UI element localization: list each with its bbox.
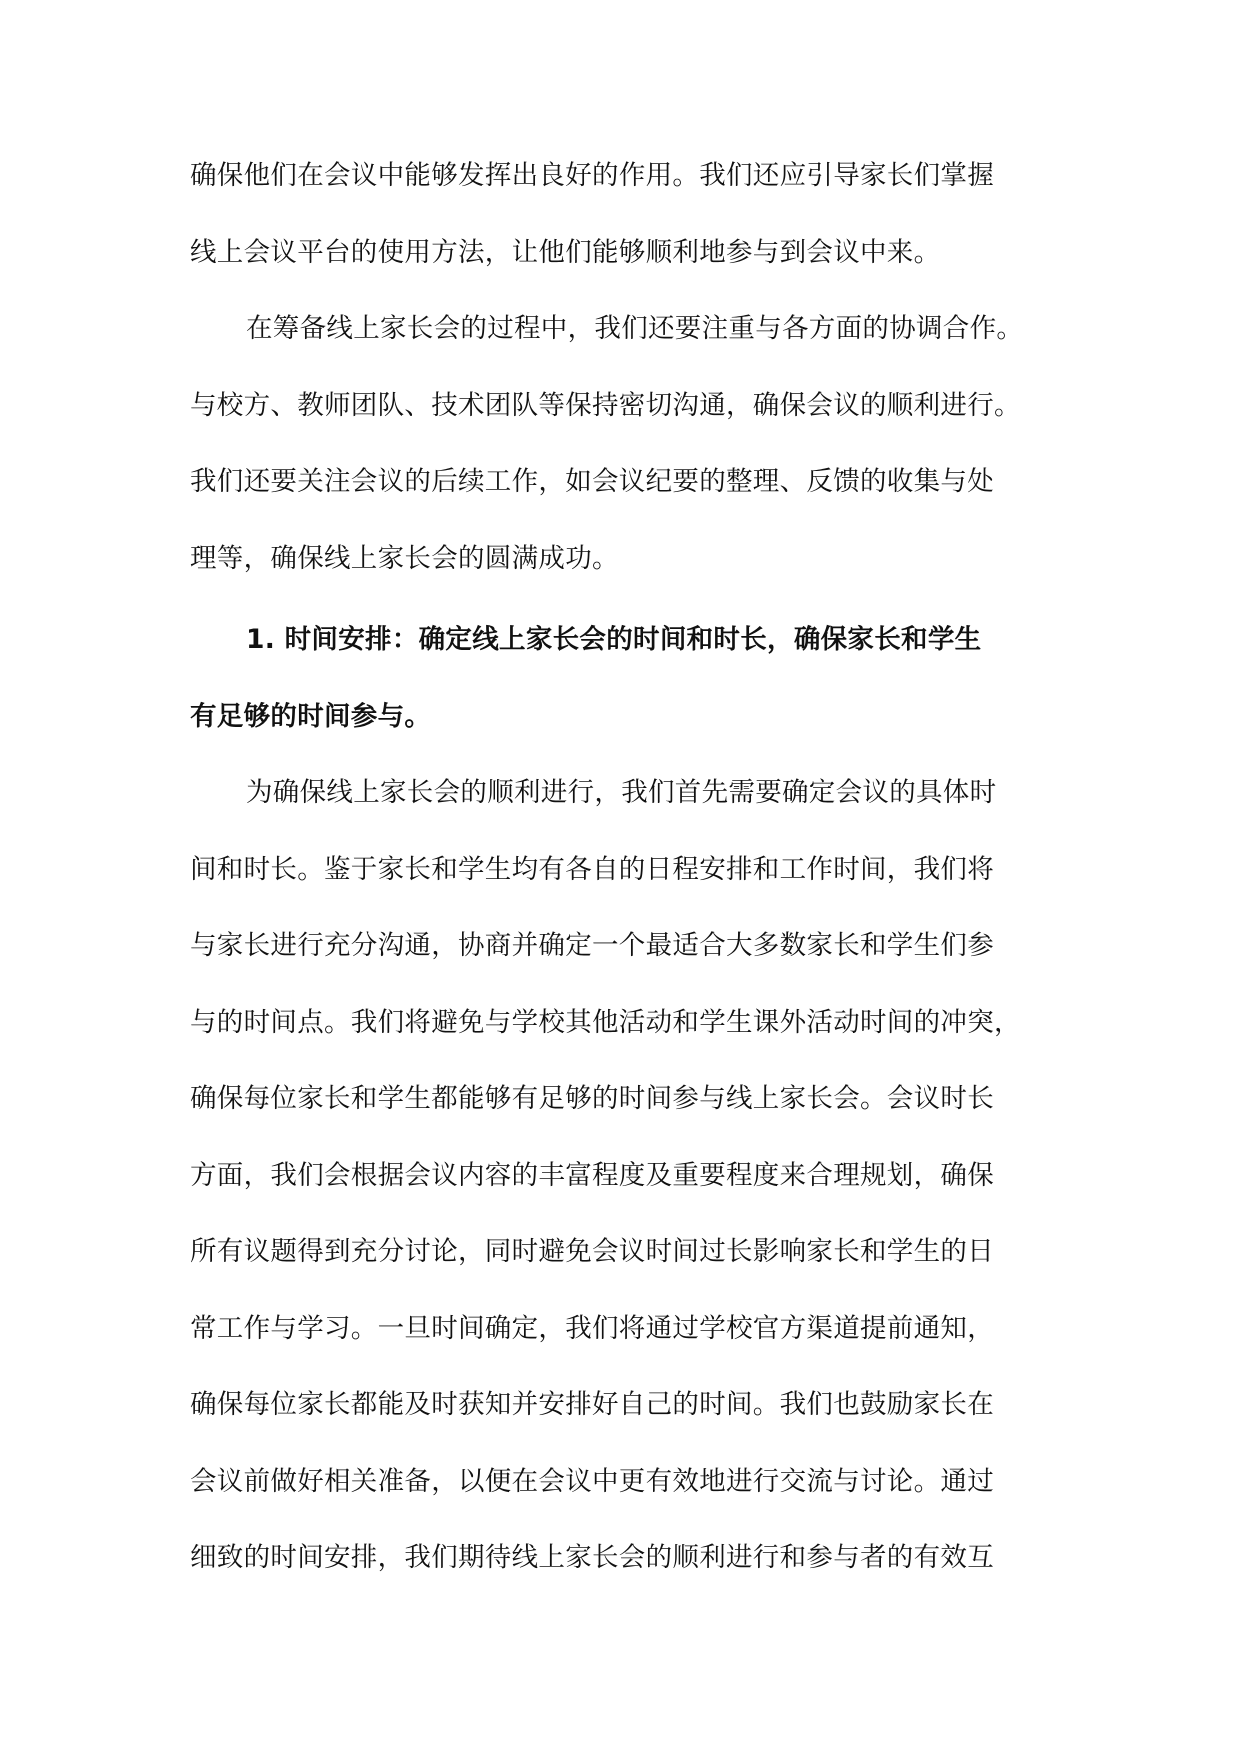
paragraph-3 [190, 755, 1060, 1597]
paragraph-line: 我们还要关注会议的后续工作，如会议纪要的整理、反馈的收集与处 [190, 466, 994, 497]
document-body [190, 138, 1060, 1597]
paragraph-line: 在筹备线上家长会的过程中，我们还要注重与各方面的协调合作。 [246, 313, 1024, 344]
paragraph-line: 理等，确保线上家长会的圆满成功。 [190, 542, 619, 574]
paragraph-line: 所有议题得到充分讨论，同时避免会议时间过长影响家长和学生的日 [190, 1236, 994, 1267]
paragraph-line: 确保他们在会议中能够发挥出良好的作用。我们还应引导家长们掌握 [190, 160, 994, 191]
paragraph-line: 方面，我们会根据会议内容的丰富程度及重要程度来合理规划，确保 [190, 1159, 994, 1191]
paragraph-line: 细致的时间安排，我们期待线上家长会的顺利进行和参与者的有效互 [190, 1542, 994, 1573]
heading-line: 1. 时间安排：确定线上家长会的时间和时长，确保家长和学生 [246, 624, 982, 655]
section-heading [190, 602, 1060, 755]
paragraph-line: 确保每位家长和学生都能够有足够的时间参与线上家长会。会议时长 [190, 1083, 994, 1114]
paragraph-line: 与的时间点。我们将避免与学校其他活动和学生课外活动时间的冲突， [190, 1006, 1021, 1038]
paragraph-line: 与校方、教师团队、技术团队等保持密切沟通，确保会议的顺利进行。 [190, 389, 1021, 421]
paragraph-line: 会议前做好相关准备，以便在会议中更有效地进行交流与讨论。通过 [190, 1465, 994, 1497]
heading-line: 有足够的时间参与。 [190, 700, 432, 732]
paragraph-line: 为确保线上家长会的顺利进行，我们首先需要确定会议的具体时 [246, 777, 997, 808]
paragraph-line: 常工作与学习。一旦时间确定，我们将通过学校官方渠道提前通知， [190, 1312, 994, 1344]
paragraph-line: 与家长进行充分沟通，协商并确定一个最适合大多数家长和学生们参 [190, 930, 994, 961]
paragraph-2 [190, 291, 1060, 597]
paragraph-line: 间和时长。鉴于家长和学生均有各自的日程安排和工作时间，我们将 [190, 853, 994, 885]
paragraph-line: 确保每位家长都能及时获知并安排好自己的时间。我们也鼓励家长在 [190, 1389, 994, 1420]
paragraph-1 [190, 138, 1060, 291]
paragraph-line: 线上会议平台的使用方法，让他们能够顺利地参与到会议中来。 [190, 236, 941, 268]
